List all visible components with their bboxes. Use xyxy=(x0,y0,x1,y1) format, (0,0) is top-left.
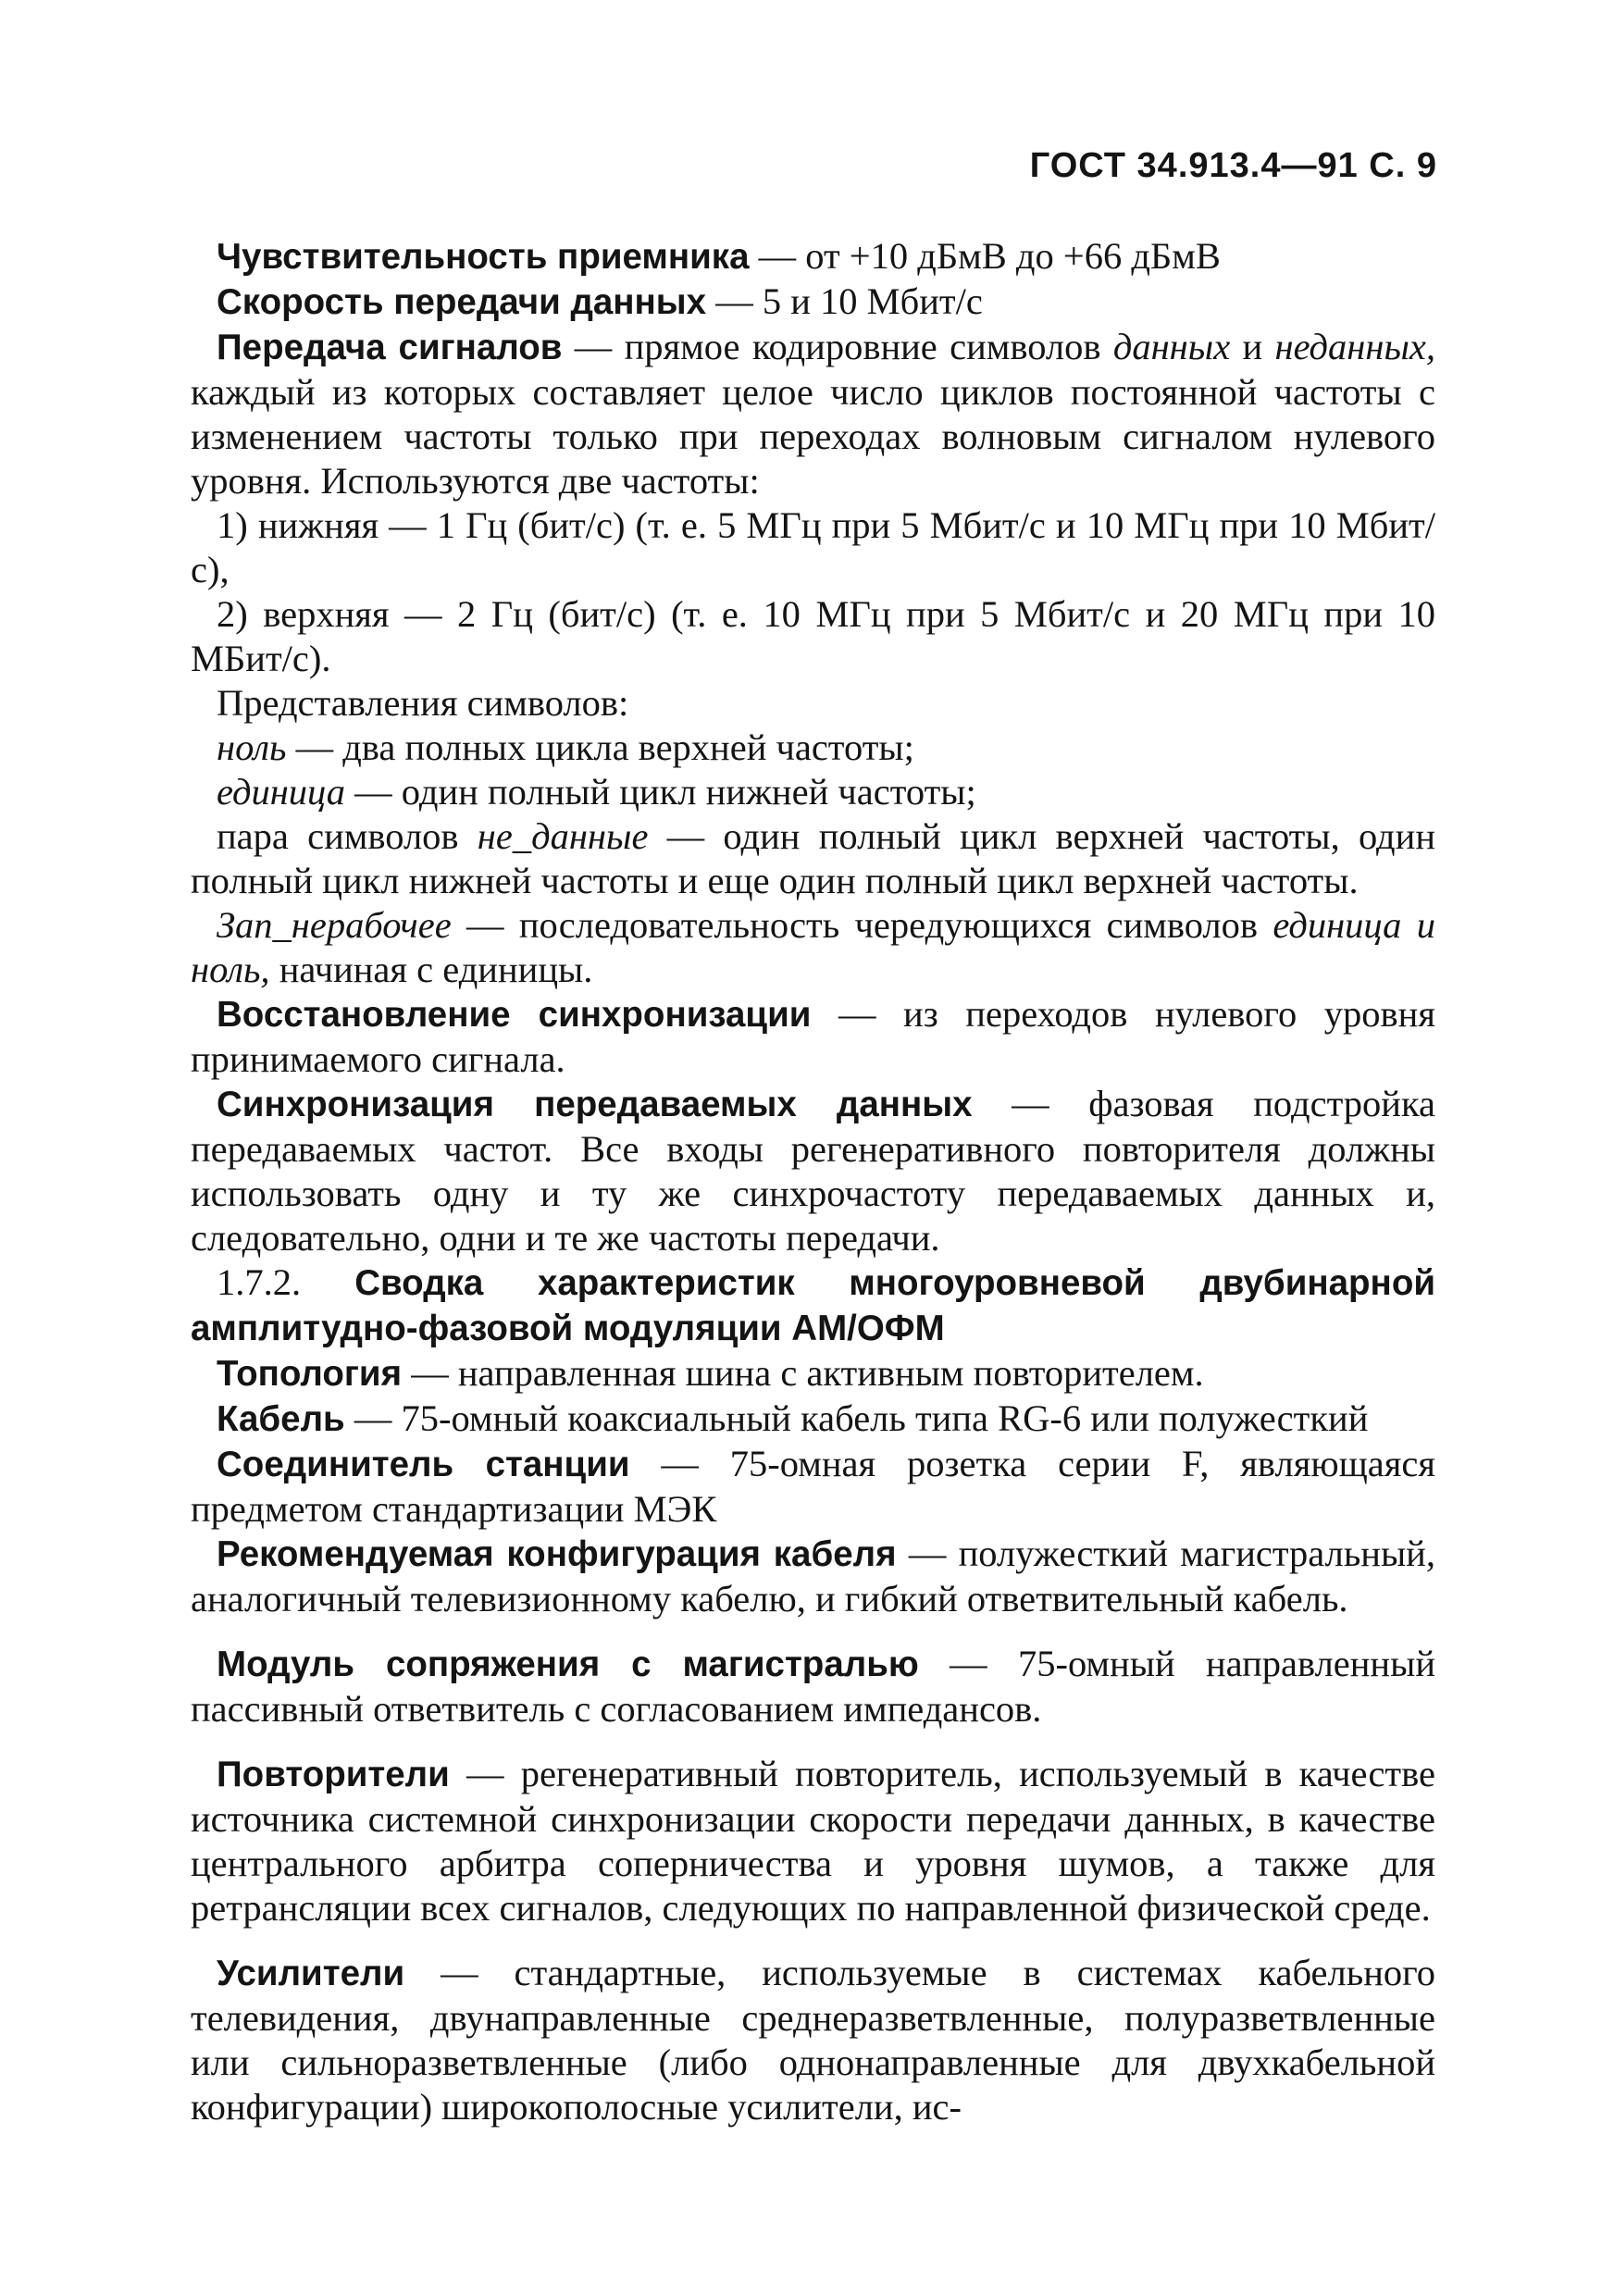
term: Усилители xyxy=(217,1954,405,1993)
paragraph: Кабель — 75-омный коаксиальный кабель типа RG-6 или полужесткий xyxy=(217,1397,1369,1439)
term: Модуль сопряжения с магистралью xyxy=(217,1644,919,1684)
paragraph: единица — один полный цикл нижней частоты; xyxy=(217,771,976,813)
term: Скорость передачи данных xyxy=(217,282,707,322)
term: Чувствительность приемника xyxy=(217,237,750,277)
paragraph: Соединитель станции — 75-омная розетка серии F, являющаяся предметом стандартизации МЭК xyxy=(191,1443,1435,1530)
term: Восстановление синхронизации xyxy=(217,995,812,1035)
paragraph: Передача сигналов — прямое кодировние символов данных и неданных, каждый из которых составляет целое число циклов постоянной частоты с изменением частоты только при переходах волновым сигналом нулевого уровня. Используются две частоты: xyxy=(191,326,1435,502)
paragraph: Усилители — стандартные, используемые в системах кабельного телевидения, двунаправленные среднеразветвленные, полуразветвленные или сильноразветвленные (либо однонаправленные для двухкабельной конфигурации) широкополосные усилители, ис- xyxy=(191,1952,1435,2128)
paragraph: ноль — два полных цикла верхней частоты; xyxy=(217,726,914,768)
section-heading: 1.7.2. Сводка характеристик многоуровневой двубинарной амплитудно-фазовой модуляции АМ/ОФМ xyxy=(191,1261,1435,1348)
term: Топология xyxy=(217,1354,403,1394)
term: Повторители xyxy=(217,1755,450,1794)
term: Рекомендуемая конфигурация кабеля xyxy=(217,1534,897,1574)
term: Сводка характеристик многоуровневой двубинарной амплитудно-фазовой модуляции АМ/ОФМ xyxy=(191,1263,1435,1348)
document-body xyxy=(191,234,1435,2129)
paragraph: Рекомендуемая конфигурация кабеля — полужесткий магистральный, аналогичный телевизионному кабелю, и гибкий ответвительный кабель. xyxy=(191,1533,1435,1620)
term: Синхронизация передаваемых данных xyxy=(217,1085,973,1124)
list-item: 2) верхняя — 2 Гц (бит/с) (т. е. 10 МГц при 5 Мбит/с и 20 МГц при 10 МБит/с). xyxy=(191,593,1435,679)
paragraph: Представления символов: xyxy=(217,682,629,724)
paragraph: Восстановление синхронизации — из переходов нулевого уровня принимаемого сигнала. xyxy=(191,993,1435,1080)
paragraph: Модуль сопряжения с магистралью — 75-омный направленный пассивный ответвитель с согласованием импедансов. xyxy=(191,1643,1435,1730)
paragraph: Топология — направленная шина с активным повторителем. xyxy=(217,1352,1204,1394)
term: Передача сигналов xyxy=(217,328,563,367)
paragraph: Зап_нерабочее — последовательность чередующихся символов единица и ноль, начиная с единицы. xyxy=(191,904,1435,990)
term: Кабель xyxy=(217,1399,345,1439)
list-item: 1) нижняя — 1 Гц (бит/с) (т. е. 5 МГц при 5 Мбит/с и 10 МГц при 10 Мбит/с), xyxy=(191,504,1435,590)
paragraph: Скорость передачи данных — 5 и 10 Мбит/с xyxy=(217,280,983,322)
term: Соединитель станции xyxy=(217,1445,630,1484)
page-header: ГОСТ 34.913.4—91 С. 9 xyxy=(1029,146,1437,185)
paragraph: Синхронизация передаваемых данных — фазовая подстройка передаваемых частот. Все входы регенеративного повторителя должны использовать одну и ту же синхрочастоту передаваемых данных и, следовательно, одни и те же частоты передачи. xyxy=(191,1083,1436,1259)
paragraph: Повторители — регенеративный повторитель, используемый в качестве источника системной синхронизации скорости передачи данных, в качестве центрального арбитра соперничества и уровня шумов, а также для ретрансляции всех сигналов, следующих по направленной физической среде. xyxy=(191,1753,1435,1929)
paragraph: пара символов не_данные — один полный цикл верхней частоты, один полный цикл нижней частоты и еще один полный цикл верхней частоты. xyxy=(191,815,1435,901)
paragraph: Чувствительность приемника — от +10 дБмВ до +66 дБмВ xyxy=(217,235,1221,277)
